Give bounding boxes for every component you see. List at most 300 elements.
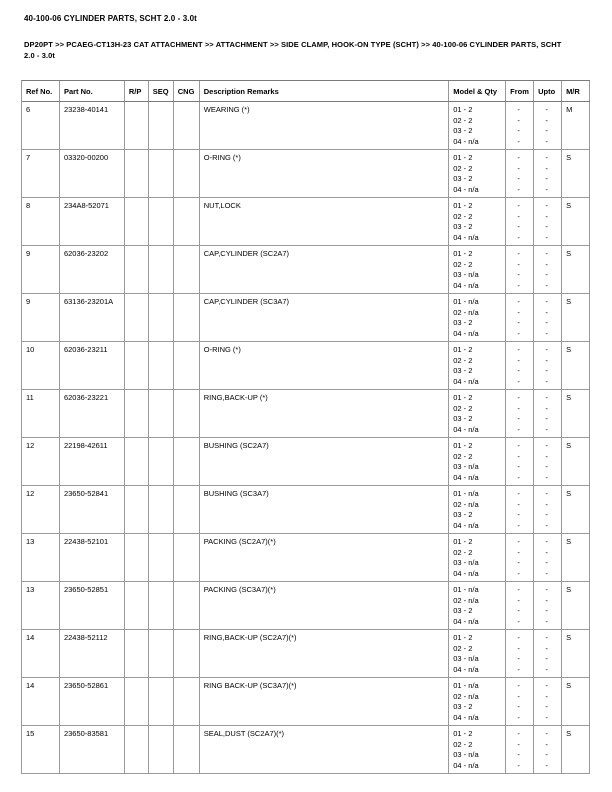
upto-dash: -: [545, 222, 548, 231]
ref-no-cell: 15: [22, 726, 60, 773]
rp-cell: [125, 294, 149, 341]
part-no-cell: 62036-23221: [60, 390, 125, 437]
from-dash: -: [517, 568, 520, 578]
part-no-cell: 63136-23201A: [60, 294, 125, 341]
rp-cell: [125, 390, 149, 437]
upto-cell: [534, 726, 562, 773]
from-dash: -: [517, 297, 520, 306]
table-row: [22, 246, 590, 294]
mr-value: S: [566, 153, 572, 162]
upto-dash: -: [545, 691, 548, 701]
upto-dash: -: [545, 345, 548, 354]
from-dash: -: [517, 606, 520, 615]
upto-dash: -: [545, 510, 548, 519]
header-ref-no: Ref No.: [22, 81, 60, 101]
upto-dash: -: [545, 712, 548, 722]
cng-cell: [174, 534, 200, 581]
mr-value: S: [566, 393, 572, 402]
mr-cell: [562, 294, 590, 341]
header-mr: M/R: [562, 81, 590, 101]
upto-dash: -: [545, 232, 548, 242]
part-no-cell: 234A8-52071: [60, 198, 125, 245]
model-qty-line: 01 - n/a: [453, 297, 479, 306]
upto-dash: -: [545, 297, 548, 306]
from-dash: -: [517, 366, 520, 375]
mr-cell: [562, 342, 590, 389]
table-row: [22, 438, 590, 486]
part-no-cell: 03320-00200: [60, 150, 125, 197]
from-dash: -: [517, 451, 520, 461]
from-dash: -: [517, 115, 520, 125]
model-qty-line: 02 - n/a: [453, 307, 479, 317]
mr-value: S: [566, 297, 572, 306]
header-upto: Upto: [534, 81, 562, 101]
mr-cell: [562, 246, 590, 293]
mr-value: M: [566, 105, 573, 114]
ref-no-cell: 9: [22, 294, 60, 341]
from-dash: -: [517, 616, 520, 626]
upto-dash: -: [545, 462, 548, 471]
model-qty-line: 04 - n/a: [453, 760, 479, 770]
from-dash: -: [517, 510, 520, 519]
upto-dash: -: [545, 163, 548, 173]
model-qty-line: 02 - n/a: [453, 499, 479, 509]
upto-dash: -: [545, 424, 548, 434]
ref-no-cell: 10: [22, 342, 60, 389]
table-row: [22, 726, 590, 774]
upto-cell: [534, 630, 562, 677]
upto-dash: -: [545, 633, 548, 642]
upto-cell: [534, 390, 562, 437]
from-dash: -: [517, 393, 520, 402]
description-cell: O-RING (*): [200, 150, 450, 197]
table-row: [22, 390, 590, 438]
model-qty-line: 03 - 2: [453, 174, 473, 183]
model-qty-line: 02 - 2: [453, 739, 473, 749]
upto-dash: -: [545, 616, 548, 626]
from-dash: -: [517, 345, 520, 354]
from-dash: -: [517, 654, 520, 663]
model-qty-line: 02 - 2: [453, 451, 473, 461]
from-cell: [506, 294, 534, 341]
from-cell: [506, 150, 534, 197]
upto-dash: -: [545, 547, 548, 557]
ref-no-cell: 12: [22, 486, 60, 533]
from-dash: -: [517, 558, 520, 567]
mr-value: S: [566, 585, 572, 594]
ref-no-cell: 12: [22, 438, 60, 485]
upto-dash: -: [545, 654, 548, 663]
description-cell: RING,BACK-UP (SC2A7)(*): [200, 630, 450, 677]
upto-dash: -: [545, 201, 548, 210]
table-row: [22, 150, 590, 198]
model-qty-line: 03 - 2: [453, 126, 473, 135]
from-cell: [506, 486, 534, 533]
from-dash: -: [517, 355, 520, 365]
upto-cell: [534, 534, 562, 581]
from-dash: -: [517, 403, 520, 413]
model-qty-cell: [449, 630, 506, 677]
model-qty-line: 03 - n/a: [453, 270, 479, 279]
from-cell: [506, 630, 534, 677]
header-model-qty: Model & Qty: [449, 81, 506, 101]
table-header-row: [22, 81, 590, 102]
page-title: 40-100-06 CYLINDER PARTS, SCHT 2.0 - 3.0t: [24, 14, 197, 23]
cng-cell: [174, 630, 200, 677]
from-cell: [506, 582, 534, 629]
model-qty-line: 04 - n/a: [453, 472, 479, 482]
table-row: [22, 486, 590, 534]
upto-dash: -: [545, 211, 548, 221]
model-qty-cell: [449, 486, 506, 533]
cng-cell: [174, 198, 200, 245]
model-qty-cell: [449, 294, 506, 341]
part-no-cell: 62036-23211: [60, 342, 125, 389]
upto-dash: -: [545, 366, 548, 375]
from-cell: [506, 678, 534, 725]
mr-cell: [562, 150, 590, 197]
mr-value: S: [566, 489, 572, 498]
upto-dash: -: [545, 393, 548, 402]
model-qty-line: 04 - n/a: [453, 328, 479, 338]
ref-no-cell: 14: [22, 630, 60, 677]
cng-cell: [174, 486, 200, 533]
model-qty-line: 03 - n/a: [453, 654, 479, 663]
upto-dash: -: [545, 606, 548, 615]
from-dash: -: [517, 270, 520, 279]
model-qty-line: 02 - 2: [453, 163, 473, 173]
model-qty-line: 01 - 2: [453, 729, 473, 738]
seq-cell: [149, 102, 174, 149]
from-dash: -: [517, 376, 520, 386]
seq-cell: [149, 390, 174, 437]
upto-dash: -: [545, 414, 548, 423]
upto-dash: -: [545, 760, 548, 770]
mr-cell: [562, 390, 590, 437]
from-dash: -: [517, 232, 520, 242]
header-description-remarks: Description Remarks: [200, 81, 450, 101]
mr-cell: [562, 198, 590, 245]
from-dash: -: [517, 222, 520, 231]
description-cell: PACKING (SC2A7)(*): [200, 534, 450, 581]
from-cell: [506, 342, 534, 389]
rp-cell: [125, 630, 149, 677]
mr-value: S: [566, 729, 572, 738]
description-cell: BUSHING (SC3A7): [200, 486, 450, 533]
model-qty-line: 02 - 2: [453, 259, 473, 269]
model-qty-line: 01 - 2: [453, 633, 473, 642]
from-dash: -: [517, 462, 520, 471]
part-no-cell: 23650-83581: [60, 726, 125, 773]
upto-cell: [534, 102, 562, 149]
table-row: [22, 582, 590, 630]
upto-dash: -: [545, 441, 548, 450]
header-part-no: Part No.: [60, 81, 125, 101]
mr-value: S: [566, 201, 572, 210]
from-dash: -: [517, 153, 520, 162]
model-qty-line: 04 - n/a: [453, 712, 479, 722]
from-dash: -: [517, 520, 520, 530]
from-cell: [506, 198, 534, 245]
from-cell: [506, 438, 534, 485]
header-seq: SEQ: [149, 81, 174, 101]
model-qty-line: 03 - n/a: [453, 558, 479, 567]
upto-dash: -: [545, 126, 548, 135]
from-cell: [506, 102, 534, 149]
mr-value: S: [566, 681, 572, 690]
cng-cell: [174, 726, 200, 773]
cng-cell: [174, 678, 200, 725]
model-qty-line: 01 - n/a: [453, 585, 479, 594]
model-qty-cell: [449, 726, 506, 773]
cng-cell: [174, 150, 200, 197]
model-qty-line: 03 - n/a: [453, 750, 479, 759]
from-dash: -: [517, 489, 520, 498]
upto-dash: -: [545, 472, 548, 482]
ref-no-cell: 11: [22, 390, 60, 437]
rp-cell: [125, 582, 149, 629]
upto-dash: -: [545, 184, 548, 194]
mr-cell: [562, 534, 590, 581]
from-dash: -: [517, 280, 520, 290]
model-qty-line: 03 - n/a: [453, 462, 479, 471]
upto-dash: -: [545, 280, 548, 290]
upto-cell: [534, 342, 562, 389]
from-dash: -: [517, 163, 520, 173]
model-qty-line: 03 - 2: [453, 222, 473, 231]
from-dash: -: [517, 729, 520, 738]
from-dash: -: [517, 664, 520, 674]
upto-cell: [534, 678, 562, 725]
upto-dash: -: [545, 355, 548, 365]
mr-cell: [562, 630, 590, 677]
upto-dash: -: [545, 499, 548, 509]
upto-dash: -: [545, 328, 548, 338]
model-qty-line: 02 - 2: [453, 211, 473, 221]
upto-dash: -: [545, 307, 548, 317]
model-qty-line: 04 - n/a: [453, 520, 479, 530]
model-qty-line: 03 - 2: [453, 318, 473, 327]
header-rp: R/P: [125, 81, 149, 101]
part-no-cell: 23238-40141: [60, 102, 125, 149]
rp-cell: [125, 342, 149, 389]
seq-cell: [149, 678, 174, 725]
model-qty-line: 01 - 2: [453, 201, 473, 210]
rp-cell: [125, 726, 149, 773]
from-dash: -: [517, 441, 520, 450]
upto-dash: -: [545, 585, 548, 594]
from-dash: -: [517, 249, 520, 258]
from-dash: -: [517, 174, 520, 183]
rp-cell: [125, 678, 149, 725]
model-qty-line: 04 - n/a: [453, 664, 479, 674]
mr-cell: [562, 102, 590, 149]
model-qty-cell: [449, 678, 506, 725]
mr-cell: [562, 438, 590, 485]
upto-dash: -: [545, 403, 548, 413]
model-qty-cell: [449, 582, 506, 629]
upto-dash: -: [545, 153, 548, 162]
from-dash: -: [517, 760, 520, 770]
model-qty-cell: [449, 438, 506, 485]
upto-dash: -: [545, 681, 548, 690]
upto-dash: -: [545, 750, 548, 759]
cng-cell: [174, 342, 200, 389]
model-qty-line: 03 - 2: [453, 366, 473, 375]
upto-dash: -: [545, 376, 548, 386]
ref-no-cell: 13: [22, 582, 60, 629]
cng-cell: [174, 246, 200, 293]
from-dash: -: [517, 318, 520, 327]
from-dash: -: [517, 547, 520, 557]
rp-cell: [125, 246, 149, 293]
upto-dash: -: [545, 136, 548, 146]
model-qty-line: 02 - n/a: [453, 691, 479, 701]
from-dash: -: [517, 537, 520, 546]
upto-dash: -: [545, 520, 548, 530]
model-qty-cell: [449, 342, 506, 389]
model-qty-line: 03 - 2: [453, 606, 473, 615]
seq-cell: [149, 294, 174, 341]
table-row: [22, 342, 590, 390]
from-cell: [506, 390, 534, 437]
mr-value: S: [566, 249, 572, 258]
model-qty-line: 04 - n/a: [453, 616, 479, 626]
description-cell: NUT,LOCK: [200, 198, 450, 245]
upto-dash: -: [545, 115, 548, 125]
upto-cell: [534, 486, 562, 533]
upto-cell: [534, 150, 562, 197]
upto-dash: -: [545, 249, 548, 258]
description-cell: RING,BACK-UP (*): [200, 390, 450, 437]
from-dash: -: [517, 424, 520, 434]
part-no-cell: 22438-52101: [60, 534, 125, 581]
from-dash: -: [517, 633, 520, 642]
from-dash: -: [517, 691, 520, 701]
model-qty-line: 04 - n/a: [453, 280, 479, 290]
model-qty-line: 04 - n/a: [453, 568, 479, 578]
model-qty-line: 01 - 2: [453, 537, 473, 546]
upto-dash: -: [545, 270, 548, 279]
model-qty-line: 04 - n/a: [453, 184, 479, 194]
model-qty-cell: [449, 198, 506, 245]
mr-value: S: [566, 537, 572, 546]
from-dash: -: [517, 328, 520, 338]
cng-cell: [174, 582, 200, 629]
description-cell: PACKING (SC3A7)(*): [200, 582, 450, 629]
model-qty-line: 01 - n/a: [453, 681, 479, 690]
mr-value: S: [566, 345, 572, 354]
from-cell: [506, 534, 534, 581]
seq-cell: [149, 150, 174, 197]
table-row: [22, 678, 590, 726]
cng-cell: [174, 294, 200, 341]
part-no-cell: 23650-52861: [60, 678, 125, 725]
description-cell: CAP,CYLINDER (SC2A7): [200, 246, 450, 293]
ref-no-cell: 13: [22, 534, 60, 581]
rp-cell: [125, 486, 149, 533]
from-dash: -: [517, 126, 520, 135]
ref-no-cell: 8: [22, 198, 60, 245]
cng-cell: [174, 390, 200, 437]
from-dash: -: [517, 201, 520, 210]
upto-dash: -: [545, 729, 548, 738]
from-dash: -: [517, 136, 520, 146]
description-cell: SEAL,DUST (SC2A7)(*): [200, 726, 450, 773]
from-dash: -: [517, 414, 520, 423]
from-dash: -: [517, 681, 520, 690]
model-qty-line: 03 - 2: [453, 414, 473, 423]
from-cell: [506, 246, 534, 293]
model-qty-cell: [449, 102, 506, 149]
from-dash: -: [517, 211, 520, 221]
from-dash: -: [517, 750, 520, 759]
seq-cell: [149, 534, 174, 581]
upto-dash: -: [545, 558, 548, 567]
model-qty-cell: [449, 150, 506, 197]
table-row: [22, 534, 590, 582]
part-no-cell: 23650-52841: [60, 486, 125, 533]
from-dash: -: [517, 499, 520, 509]
model-qty-cell: [449, 390, 506, 437]
table-body: [22, 102, 590, 774]
ref-no-cell: 9: [22, 246, 60, 293]
cng-cell: [174, 438, 200, 485]
rp-cell: [125, 438, 149, 485]
table-row: [22, 294, 590, 342]
ref-no-cell: 14: [22, 678, 60, 725]
upto-cell: [534, 294, 562, 341]
from-dash: -: [517, 702, 520, 711]
table-row: [22, 198, 590, 246]
mr-cell: [562, 678, 590, 725]
seq-cell: [149, 486, 174, 533]
description-cell: CAP,CYLINDER (SC3A7): [200, 294, 450, 341]
model-qty-cell: [449, 246, 506, 293]
description-cell: WEARING (*): [200, 102, 450, 149]
table-row: [22, 630, 590, 678]
model-qty-line: 03 - 2: [453, 510, 473, 519]
model-qty-line: 01 - 2: [453, 153, 473, 162]
seq-cell: [149, 438, 174, 485]
upto-dash: -: [545, 318, 548, 327]
part-no-cell: 22438-52112: [60, 630, 125, 677]
seq-cell: [149, 342, 174, 389]
upto-cell: [534, 582, 562, 629]
mr-cell: [562, 726, 590, 773]
seq-cell: [149, 198, 174, 245]
seq-cell: [149, 726, 174, 773]
from-dash: -: [517, 105, 520, 114]
upto-dash: -: [545, 537, 548, 546]
header-from: From: [506, 81, 534, 101]
from-dash: -: [517, 259, 520, 269]
model-qty-line: 01 - 2: [453, 105, 473, 114]
upto-cell: [534, 198, 562, 245]
description-cell: O-RING (*): [200, 342, 450, 389]
model-qty-line: 04 - n/a: [453, 136, 479, 146]
model-qty-line: 01 - 2: [453, 249, 473, 258]
breadcrumb: DP20PT >> PCAEG-CT13H-23 CAT ATTACHMENT >> ATTACHMENT >> SIDE CLAMP, HOOK-ON TYPE (SCHT) >> 40-100-06 CYLINDER PARTS, SCHT 2.0 - 3.0t: [24, 40, 562, 60]
upto-cell: [534, 438, 562, 485]
seq-cell: [149, 630, 174, 677]
model-qty-line: 03 - 2: [453, 702, 473, 711]
seq-cell: [149, 582, 174, 629]
from-dash: -: [517, 712, 520, 722]
upto-dash: -: [545, 568, 548, 578]
upto-dash: -: [545, 489, 548, 498]
upto-dash: -: [545, 643, 548, 653]
